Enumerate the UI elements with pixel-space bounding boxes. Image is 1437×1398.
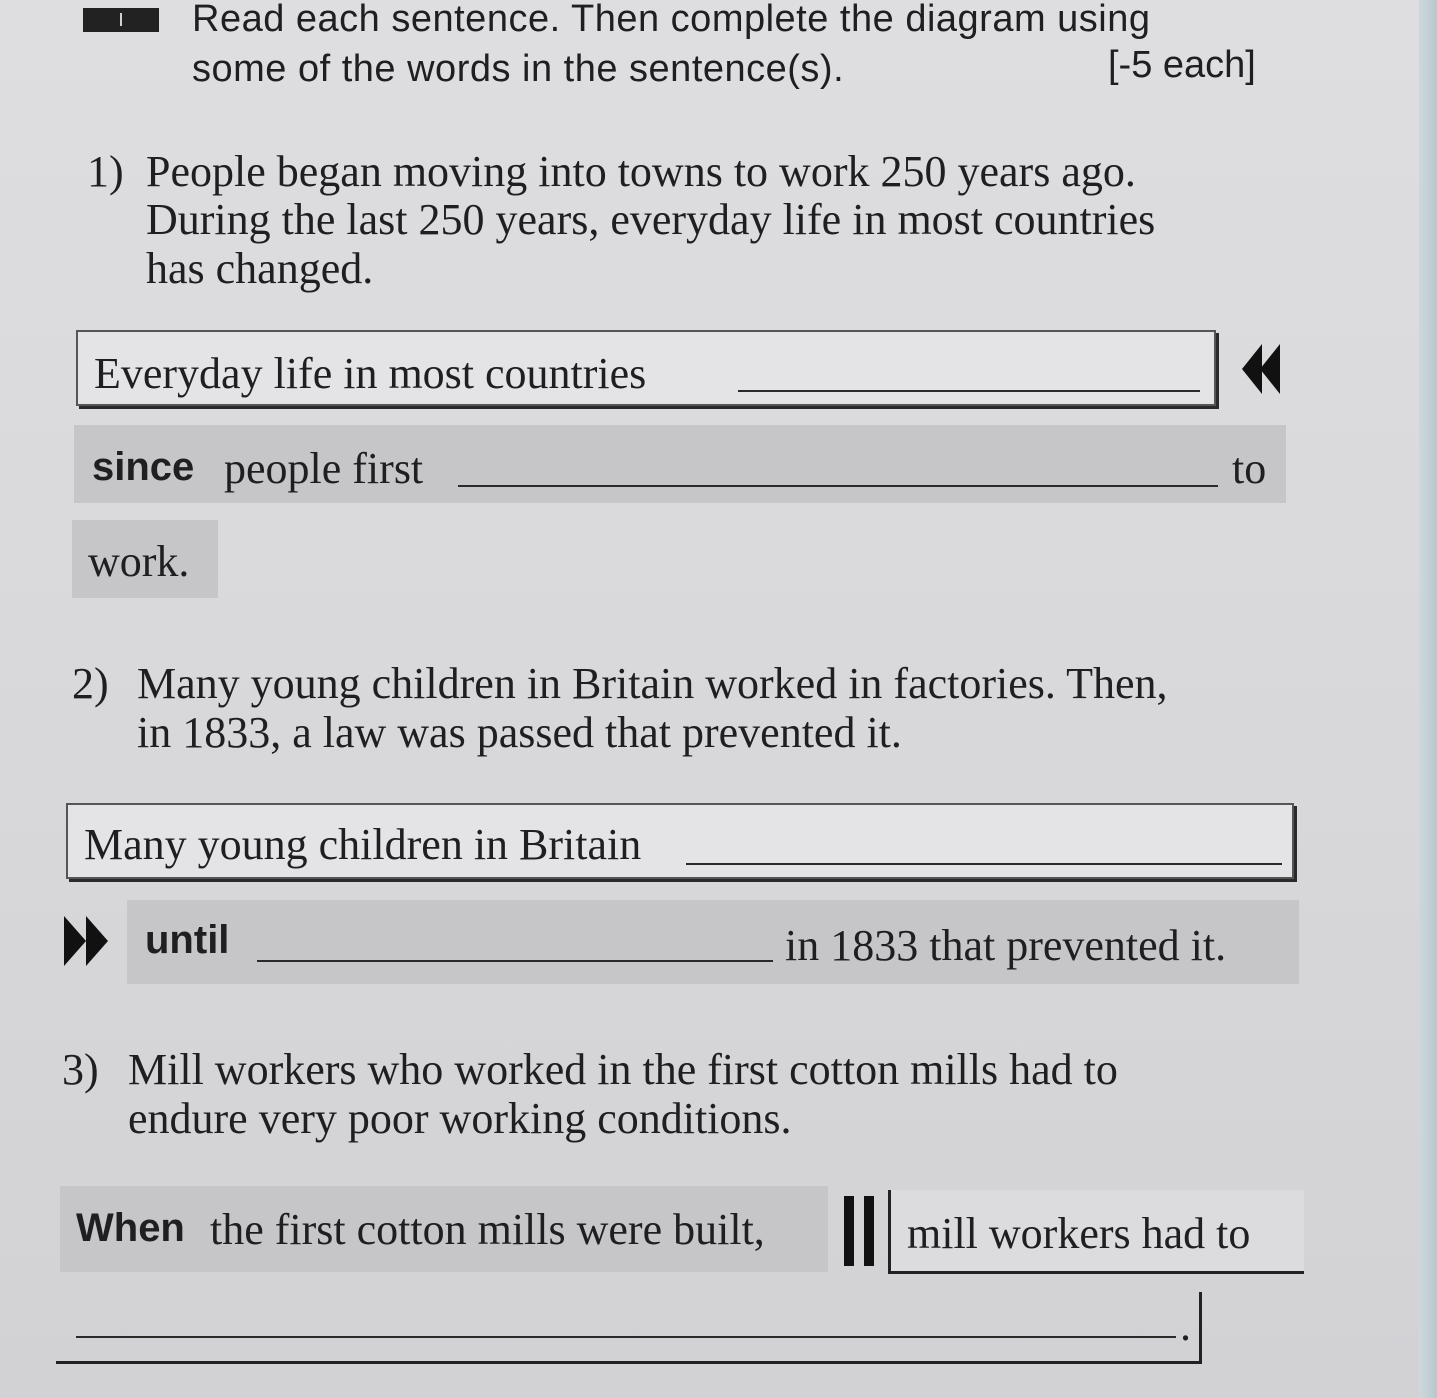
item-3-sentence-line-1: Mill workers who worked in the first cotton mills had to: [128, 1045, 1118, 1094]
item-2-diagram-box-2: [127, 900, 1299, 984]
item-1-sentence-line-2: During the last 250 years, everyday life in most countries: [146, 195, 1156, 244]
item-3-diagram-box-2: [888, 1190, 1304, 1274]
item-3-diagram-box-3: [56, 1292, 1202, 1364]
item-1-box-3-text: work.: [88, 537, 190, 586]
item-2-blank-2[interactable]: [257, 960, 773, 962]
instruction-line-1: Read each sentence. Then complete the diagram using: [192, 0, 1151, 40]
item-1-box-1-text: Everyday life in most countries: [94, 349, 647, 398]
item-2-box-1-text: Many young children in Britain: [84, 820, 642, 869]
item-3-sentence-line-2: endure very poor working conditions.: [128, 1094, 792, 1143]
item-1-sentence-line-3: has changed.: [146, 244, 374, 293]
item-3-box-1-text: the first cotton mills were built,: [210, 1205, 765, 1254]
item-1-diagram-box-3: [72, 520, 218, 598]
item-2-number: 2): [72, 659, 109, 708]
item-2-sentence-line-1: Many young children in Britain worked in factories. Then,: [137, 659, 1168, 708]
item-2-diagram-box-1: [66, 803, 1294, 879]
item-1-blank-1[interactable]: [738, 390, 1200, 392]
item-1-blank-2[interactable]: [458, 485, 1218, 487]
item-1-box-2-end: to: [1232, 444, 1267, 493]
instruction-line-2: some of the words in the sentence(s).: [192, 48, 845, 90]
item-2-blank-1[interactable]: [686, 863, 1282, 865]
item-1-diagram-box-1: [76, 330, 1216, 406]
item-1-sentence-line-1: People began moving into towns to work 250 years ago.: [146, 147, 1136, 196]
item-3-number: 3): [62, 1045, 99, 1094]
item-1-box-2-keyword: since: [92, 445, 195, 489]
item-2-box-2-end: in 1833 that prevented it.: [785, 921, 1227, 970]
pause-bar-right-icon: [864, 1196, 874, 1266]
rewind-arrow-icon: [1236, 338, 1286, 400]
item-1-number: 1): [87, 147, 124, 196]
item-1-box-2-text: people first: [224, 444, 424, 493]
fast-forward-arrow-icon: [60, 910, 120, 972]
item-2-box-2-keyword: until: [145, 918, 230, 962]
section-badge: I: [83, 8, 159, 32]
page-edge: [1419, 0, 1437, 1398]
item-3-end-mark: .: [1180, 1301, 1191, 1350]
item-3-box-1-keyword: When: [76, 1206, 185, 1250]
item-2-sentence-line-2: in 1833, a law was passed that prevented it.: [137, 708, 902, 757]
item-3-box-2-text: mill workers had to: [907, 1209, 1251, 1258]
pause-bar-left-icon: [844, 1196, 854, 1266]
item-3-blank-1[interactable]: [76, 1336, 1176, 1338]
item-1-diagram-box-2: [74, 425, 1286, 503]
item-3-diagram-box-1: [60, 1186, 828, 1272]
points-label: [-5 each]: [1108, 44, 1256, 86]
